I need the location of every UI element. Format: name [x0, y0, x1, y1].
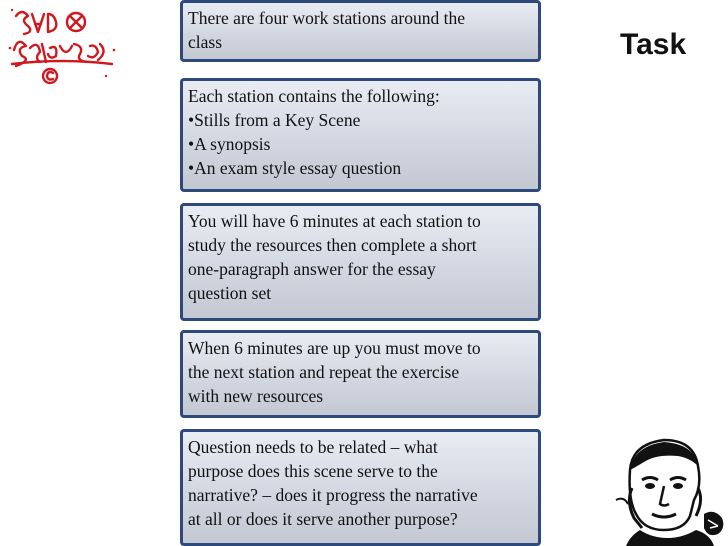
box-text-line: at all or does it serve another purpose? — [188, 509, 458, 529]
box-text-line: one-paragraph answer for the essay — [188, 259, 436, 279]
info-box-timing — [180, 203, 541, 321]
info-box-stations — [180, 0, 541, 62]
box-text-line: narrative? – does it progress the narrative — [188, 485, 478, 505]
box-text-line: When 6 minutes are up you must move to — [188, 338, 481, 358]
box-text-line: Question needs to be related – what — [188, 437, 438, 457]
box-text-line: •An exam style essay question — [188, 158, 402, 178]
box-text-line: There are four work stations around the — [188, 8, 465, 28]
slide-title: Task — [620, 28, 687, 61]
portrait-illustration-icon — [612, 430, 728, 546]
info-box-rotation — [180, 330, 541, 418]
box-text-line: •A synopsis — [188, 134, 271, 154]
info-box-contents — [180, 78, 541, 192]
box-text-line: You will have 6 minutes at each station to — [188, 211, 481, 231]
box-text-line: with new resources — [188, 386, 324, 406]
box-text-line: question set — [188, 283, 272, 303]
box-text-line: Each station contains the following: — [188, 86, 440, 106]
info-box-question — [180, 429, 541, 546]
box-text-line: •Stills from a Key Scene — [188, 110, 361, 130]
box-text-line: purpose does this scene serve to the — [188, 461, 438, 481]
box-text-line: the next station and repeat the exercise — [188, 362, 460, 382]
box-text-line: study the resources then complete a short — [188, 235, 477, 255]
graffiti-logo-icon — [6, 4, 122, 86]
box-text-line: class — [188, 32, 223, 52]
